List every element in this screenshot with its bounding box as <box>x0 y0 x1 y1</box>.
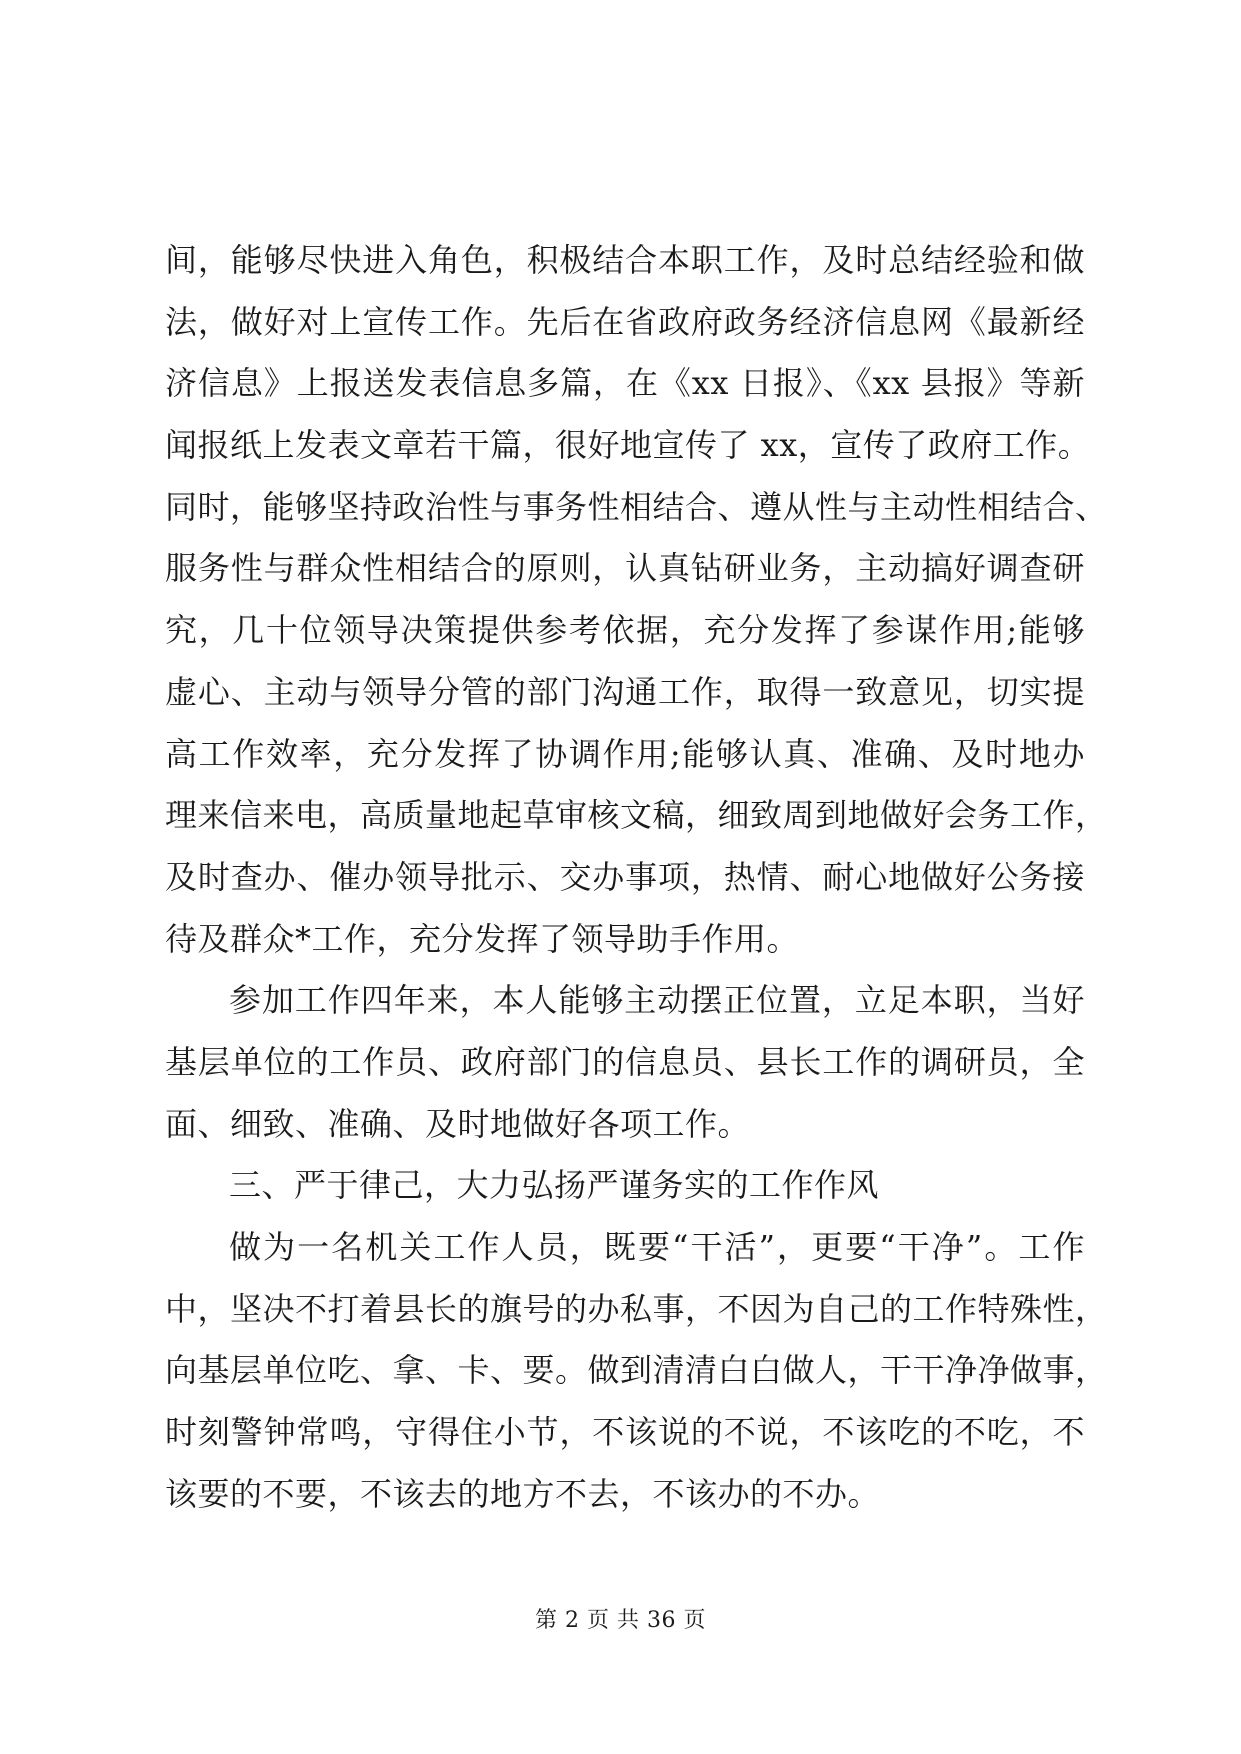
text-line: 及时查办、催办领导批示、交办事项，热情、耐心地做好公务接 <box>165 857 1085 896</box>
text-line: 面、细致、准确、及时地做好各项工作。 <box>165 1104 751 1143</box>
text-line: 同时，能够坚持政治性与事务性相结合、遵从性与主动性相结合、 <box>165 487 1108 526</box>
section-heading: 三、严于律己，大力弘扬严谨务实的工作作风 <box>229 1166 880 1205</box>
text-line: 济信息》上报送发表信息多篇，在《xx 日报》、《xx 县报》等新 <box>165 364 1085 403</box>
text-line: 中，坚决不打着县长的旗号的办私事，不因为自己的工作特殊性， <box>165 1289 1108 1328</box>
text-line: 向基层单位吃、拿、卡、要。做到清清白白做人，干干净净做事， <box>165 1351 1108 1390</box>
text-line: 虚心、主动与领导分管的部门沟通工作，取得一致意见，切实提 <box>165 672 1085 711</box>
text-line: 高工作效率，充分发挥了协调作用;能够认真、准确、及时地办 <box>165 734 1085 773</box>
document-body <box>165 230 1108 1525</box>
text-line: 做为一名机关工作人员，既要“干活”，更要“干净”。工作 <box>229 1228 1085 1266</box>
text-line: 理来信来电，高质量地起草审核文稿，细致周到地做好会务工作， <box>165 796 1108 835</box>
text-line: 参加工作四年来，本人能够主动摆正位置，立足本职，当好 <box>229 981 1085 1020</box>
text-line: 法，做好对上宣传工作。先后在省政府政务经济信息网《最新经 <box>165 302 1085 341</box>
text-line: 基层单位的工作员、政府部门的信息员、县长工作的调研员，全 <box>165 1042 1085 1081</box>
text-line: 待及群众*工作，充分发挥了领导助手作用。 <box>165 919 800 958</box>
text-line: 间，能够尽快进入角色，积极结合本职工作，及时总结经验和做 <box>165 241 1085 279</box>
text-line: 服务性与群众性相结合的原则，认真钻研业务，主动搞好调查研 <box>165 549 1085 588</box>
text-line: 时刻警钟常鸣，守得住小节，不该说的不说，不该吃的不吃，不 <box>165 1413 1085 1452</box>
text-line: 该要的不要，不该去的地方不去，不该办的不办。 <box>165 1474 881 1513</box>
text-line: 闻报纸上发表文章若干篇，很好地宣传了 xx，宣传了政府工作。 <box>165 426 1091 465</box>
page-number-footer: 第 2 页 共 36 页 <box>535 1608 706 1633</box>
text-line: 究，几十位领导决策提供参考依据，充分发挥了参谋作用;能够 <box>165 611 1085 650</box>
